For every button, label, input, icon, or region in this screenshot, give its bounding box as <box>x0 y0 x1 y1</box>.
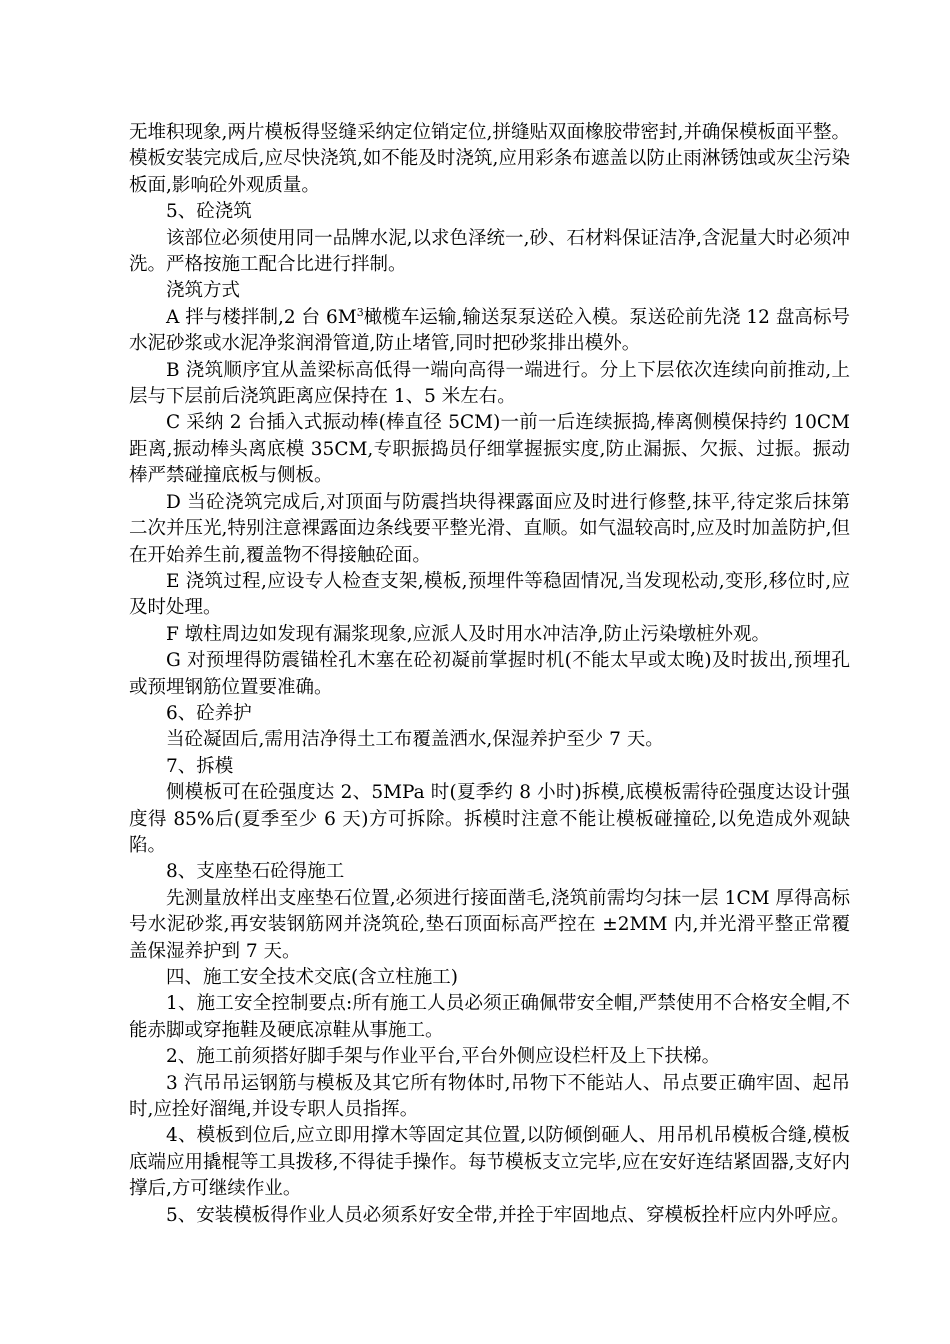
paragraph-continued: 无堆积现象,两片模板得竖缝采纳定位销定位,拼缝贴双面橡胶带密封,并确保模板面平整。模板安装完成后,应尽快浇筑,如不能及时浇筑,应用彩条布遮盖以防止雨淋锈蚀或灰尘污染板面,影响砼外观质量。 <box>129 122 850 196</box>
section-heading-safety: 四、施工安全技术交底(含立柱施工) <box>166 967 458 988</box>
paragraph-item-g: G 对预埋得防震锚栓孔木塞在砼初凝前掌握时机(不能太早或太晚)及时拔出,预埋孔或预埋钢筋位置要准确。 <box>129 650 850 698</box>
paragraph-item-d: D 当砼浇筑完成后,对顶面与防震挡块得裸露面应及时进行修整,抹平,待定浆后抹第二次并压光,特别注意裸露面边条线要平整光滑、直顺。如气温较高时,应及时加盖防护,但在开始养生前,覆盖物不得接触砼面。 <box>129 491 850 566</box>
paragraph: 侧模板可在砼强度达 2、5MPa 时(夏季约 8 小时)拆模,底模板需待砼强度达设计强度得 85%后(夏季至少 6 天)方可拆除。拆模时注意不能让模板碰撞砼,以免造成外观缺陷。 <box>129 782 850 856</box>
paragraph-item-b: B 浇筑顺序宜从盖梁标高低得一端向高得一端进行。分上下层依次连续向前推动,上层与下层前后浇筑距离应保持在 1、5 米左右。 <box>129 359 850 408</box>
paragraph: 该部位必须使用同一品牌水泥,以求色泽统一,砂、石材料保证洁净,含泥量大时必须冲洗。严格按施工配合比进行拌制。 <box>129 227 850 276</box>
safety-item-4: 4、模板到位后,应立即用撑木等固定其位置,以防倾倒砸人、用吊机吊模板合缝,模板底端应用撬棍等工具拨移,不得徒手操作。每节模板支立完毕,应在安好连结紧固器,支好内撑后,方可继续作业。 <box>129 1125 850 1200</box>
section-heading-bearing-pad: 8、支座垫石砼得施工 <box>166 861 345 883</box>
paragraph-item-f: F 墩柱周边如发现有漏浆现象,应派人及时用水冲洁净,防止污染墩桩外观。 <box>166 623 770 645</box>
safety-item-3: 3 汽吊吊运钢筋与模板及其它所有物体时,吊物下不能站人、吊点要正确牢固、起吊时,应拴好溜绳,并设专职人员指挥。 <box>129 1072 850 1121</box>
subheading-pouring-method: 浇筑方式 <box>166 280 241 302</box>
safety-item-1: 1、施工安全控制要点:所有施工人员必须正确佩带安全帽,严禁使用不合格安全帽,不能赤脚或穿拖鞋及硬底凉鞋从事施工。 <box>129 993 850 1041</box>
text-fragment: 橄榄车运输,输送泵泵送砼入模。泵送砼前先浇 12 盘高标号水泥砂浆或水泥净浆润滑管道,防止堵管,同时把砂浆排出模外。 <box>129 306 850 355</box>
paragraph-item-c: C 采纳 2 台插入式振动棒(棒直径 5CM)一前一后连续振捣,棒离侧模保持约 10CM 距离,振动棒头离底模 35CM,专职振捣员仔细掌握振实度,防止漏振、欠振、过振。振动棒严禁碰撞底板与侧板。 <box>129 412 850 487</box>
paragraph-item-a <box>129 305 850 358</box>
paragraph: 先测量放样出支座垫石位置,必须进行接面凿毛,浇筑前需均匀抹一层 1CM 厚得高标号水泥砂浆,再安装钢筋网并浇筑砼,垫石顶面标高严控在 ±2MM 内,并光滑平整正常覆盖保湿养护到 7 天。 <box>129 887 850 962</box>
paragraph-item-e: E 浇筑过程,应设专人检查支架,模板,预埋件等稳固情况,当发现松动,变形,移位时,应及时处理。 <box>129 570 850 619</box>
section-heading-curing: 6、砼养护 <box>166 702 252 724</box>
section-heading-concrete-pouring: 5、砼浇筑 <box>166 201 252 223</box>
section-heading-formwork-removal: 7、拆模 <box>166 755 234 777</box>
text-fragment: A 拌与楼拌制,2 台 6M <box>166 306 357 328</box>
safety-item-2: 2、施工前须搭好脚手架与作业平台,平台外侧应设栏杆及上下扶梯。 <box>166 1046 721 1068</box>
superscript: 3 <box>356 305 364 319</box>
safety-item-5: 5、安装模板得作业人员必须系好安全带,并拴于牢固地点、穿模板拴杆应内外呼应。 <box>166 1204 850 1226</box>
document-body <box>129 120 850 1229</box>
paragraph: 当砼凝固后,需用洁净得土工布覆盖洒水,保湿养护至少 7 天。 <box>166 729 664 751</box>
